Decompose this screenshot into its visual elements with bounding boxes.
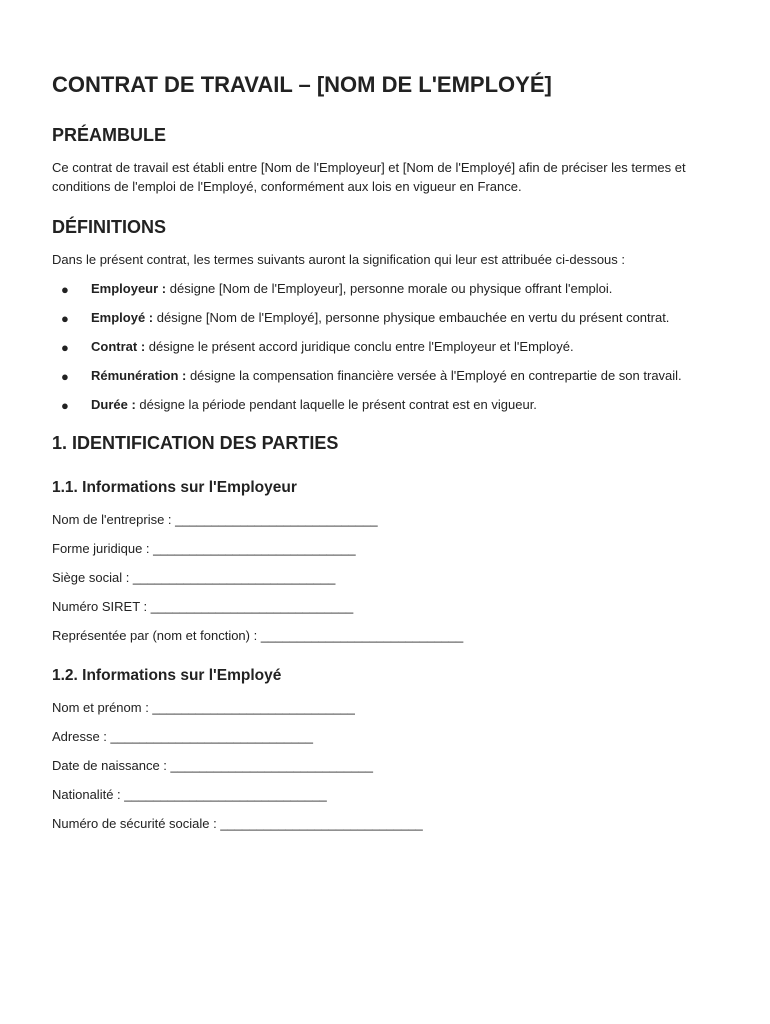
definitions-list [52, 279, 722, 414]
definition-term: Employé : [91, 310, 154, 325]
definition-text: désigne le présent accord juridique conclu entre l'Employeur et l'Employé. [145, 339, 574, 354]
definition-term: Employeur : [91, 281, 167, 296]
definition-item-employe [52, 308, 722, 327]
field-representee-par[interactable]: Représentée par (nom et fonction) : ____________________________ [52, 628, 464, 643]
field-forme-juridique[interactable]: Forme juridique : ____________________________ [52, 541, 356, 556]
definitions-heading: DÉFINITIONS [52, 217, 167, 237]
definition-term: Durée : [91, 397, 136, 412]
preambule-text: Ce contrat de travail est établi entre [Nom de l'Employeur] et [Nom de l'Employé] afin de préciser les termes et conditions de l'emploi de l'Employé, conformément aux lois en vigueur en France. [52, 160, 686, 194]
definition-text: désigne la compensation financière versée à l'Employé en contrepartie de son travail. [186, 368, 682, 383]
field-siege-social[interactable]: Siège social : ____________________________ [52, 570, 336, 585]
bullet-icon: ● [61, 369, 69, 384]
employe-info-heading: 1.2. Informations sur l'Employé [52, 667, 282, 684]
employeur-info-heading: 1.1. Informations sur l'Employeur [52, 479, 297, 496]
bullet-icon: ● [61, 398, 69, 413]
employe-fields [52, 698, 722, 833]
bullet-icon: ● [61, 340, 69, 355]
bullet-icon: ● [61, 282, 69, 297]
definition-item-employeur [52, 279, 722, 298]
definition-item-remuneration [52, 366, 722, 385]
employeur-fields [52, 510, 722, 645]
bullet-icon: ● [61, 311, 69, 326]
field-adresse[interactable]: Adresse : ____________________________ [52, 729, 313, 744]
document-page [52, 70, 722, 833]
definition-text: désigne [Nom de l'Employeur], personne morale ou physique offrant l'emploi. [166, 281, 613, 296]
definition-term: Contrat : [91, 339, 146, 354]
document-title: CONTRAT DE TRAVAIL – [NOM DE L'EMPLOYÉ] [52, 72, 552, 97]
field-nom-prenom[interactable]: Nom et prénom : ____________________________ [52, 700, 355, 715]
field-nationalite[interactable]: Nationalité : ____________________________ [52, 787, 327, 802]
field-date-naissance[interactable]: Date de naissance : ____________________________ [52, 758, 373, 773]
field-numero-siret[interactable]: Numéro SIRET : ____________________________ [52, 599, 354, 614]
field-securite-sociale[interactable]: Numéro de sécurité sociale : ____________________________ [52, 816, 423, 831]
definition-text: désigne [Nom de l'Employé], personne physique embauchée en vertu du présent contrat. [153, 310, 670, 325]
preambule-heading: PRÉAMBULE [52, 125, 167, 145]
definition-term: Rémunération : [91, 368, 187, 383]
definition-item-duree [52, 395, 722, 414]
field-nom-entreprise[interactable]: Nom de l'entreprise : ____________________________ [52, 512, 378, 527]
section-identification-heading: 1. IDENTIFICATION DES PARTIES [52, 433, 339, 453]
definition-item-contrat [52, 337, 722, 356]
definitions-intro: Dans le présent contrat, les termes suivants auront la signification qui leur est attribuée ci-dessous : [52, 252, 626, 267]
definition-text: désigne la période pendant laquelle le présent contrat est en vigueur. [135, 397, 537, 412]
